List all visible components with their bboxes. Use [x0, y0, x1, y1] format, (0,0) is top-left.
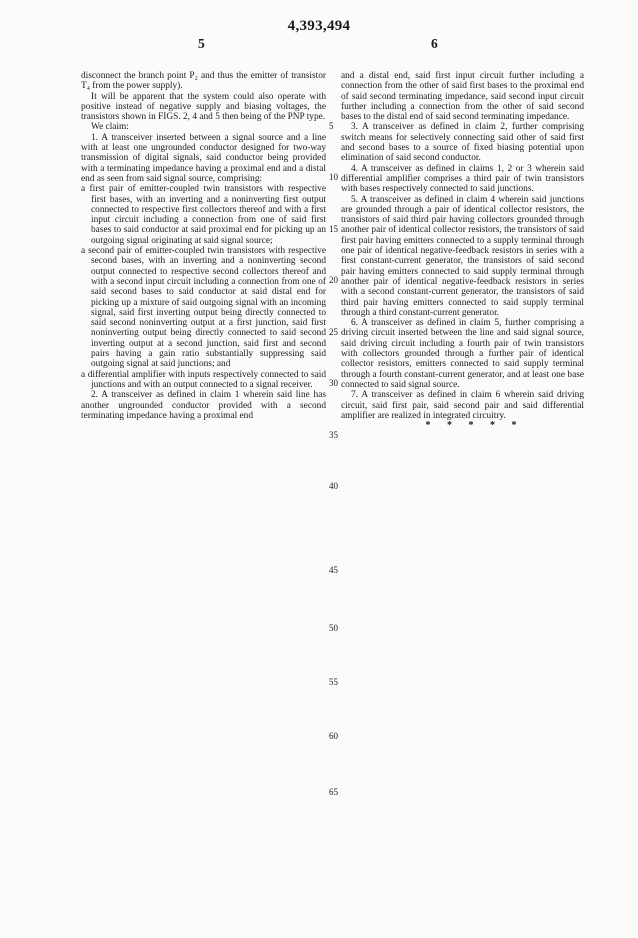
left-text-column	[81, 71, 326, 421]
claim-element: a first pair of emitter-coupled twin transistors with respective first bases, with an inverting and a noninverting first output connected to respective first collectors thereof and with a first input circuit including a connection from one of said first bases to said conductor at said proximal end for picking up an outgoing signal originating at said signal source;	[81, 184, 326, 246]
right-text-column	[341, 71, 584, 431]
line-number: 65	[329, 787, 338, 797]
claim-paragraph: 7. A transceiver as defined in claim 6 wherein said driving circuit, said first pair, said second pair and said differential amplifier are realized in integrated circuitry.	[341, 390, 584, 421]
line-number: 5	[329, 121, 334, 131]
claim-element: a differential amplifier with inputs respectively connected to said junctions and with an output connected to a signal receiver.	[81, 369, 326, 390]
line-number: 45	[329, 565, 338, 575]
line-number: 20	[329, 275, 338, 285]
line-number: 10	[329, 172, 338, 182]
end-marker: * * * * *	[425, 420, 524, 432]
patent-number: 4,393,494	[287, 18, 351, 34]
paragraph: We claim:	[91, 122, 129, 133]
paragraph: disconnect the branch point P₂ and thus the emitter of transistor T₄ from the power supply).	[81, 71, 326, 92]
claim-element: a second pair of emitter-coupled twin transistors with respective second bases, with an inverting and a noninverting second output connected to respective second collectors thereof and with a second input circuit including a connection from one of said second bases to said conductor at said distal end for picking up a mixture of said outgoing signal with an incoming signal, said first inverting output being directly connected to said second noninverting output at a first junction, said first noninverting output being directly connected to said second inverting output at a second junction, said first and second pairs having a gain ratio substantially suppressing said outgoing signal at said junctions; and	[81, 246, 326, 370]
line-number: 25	[329, 327, 338, 337]
line-number: 40	[329, 481, 338, 491]
line-number: 60	[329, 731, 338, 741]
claim-paragraph: 5. A transceiver as defined in claim 4 wherein said junctions are grounded through a pair of identical collector resistors, the transistors of said third pair having collectors grounded through another pair of identical collector resistors, the transistors of said first pair having emitters connected to a supply terminal through one pair of identical negative-feedback resistors in series with a first constant-current generator, the transistors of said second pair having emitters connected to said supply terminal through another pair of identical negative-feedback resistors in series with a second constant-current generator, the transistors of said third pair having emitters connected to said supply terminal through a third constant-current generator.	[341, 194, 584, 318]
claim-paragraph: 4. A transceiver as defined in claims 1, 2 or 3 wherein said differential amplifier comprises a third pair of twin transistors with bases respectively connected to said junctions.	[341, 163, 584, 195]
claim-paragraph: 1. A transceiver inserted between a signal source and a line with at least one ungrounded conductor designed for two-way transmission of digital signals, said conductor being provided with a terminating impedance having a proximal end and a distal end as seen from said signal source, comprising:	[81, 132, 326, 184]
line-number: 55	[329, 677, 338, 687]
column-number-left: 5	[198, 36, 205, 51]
column-number-right: 6	[431, 36, 438, 51]
paragraph: and a distal end, said first input circuit further including a connection from the other of said first bases to the proximal end of said second terminating impedance, said second input circuit further including a connection from the other of said second bases to the distal end of said second terminating impedance.	[341, 71, 584, 123]
claim-paragraph: 3. A transceiver as defined in claim 2, further comprising switch means for selectively connecting said other of said first and second bases to a source of fixed biasing potential upon elimination of said second conductor.	[341, 122, 584, 164]
line-number: 50	[329, 623, 338, 633]
line-number: 30	[329, 378, 338, 388]
paragraph: It will be apparent that the system could also operate with positive instead of negative supply and biasing voltages, the transistors shown in FIGS. 2, 4 and 5 then being of the PNP type.	[81, 91, 326, 123]
claim-paragraph: 6. A transceiver as defined in claim 5, further comprising a driving circuit inserted between the line and said signal source, said driving circuit including a fourth pair of twin transistors with collectors grounded through a further pair of identical collector resistors, emitters connected to said supply terminal through a fourth constant-current generator, and at least one base connected to said signal source.	[341, 318, 584, 390]
line-number: 35	[329, 430, 338, 440]
line-number: 15	[329, 224, 338, 234]
claim-paragraph: 2. A transceiver as defined in claim 1 wherein said line has another ungrounded conductor provided with a second terminating impedance having a proximal end	[81, 390, 326, 421]
